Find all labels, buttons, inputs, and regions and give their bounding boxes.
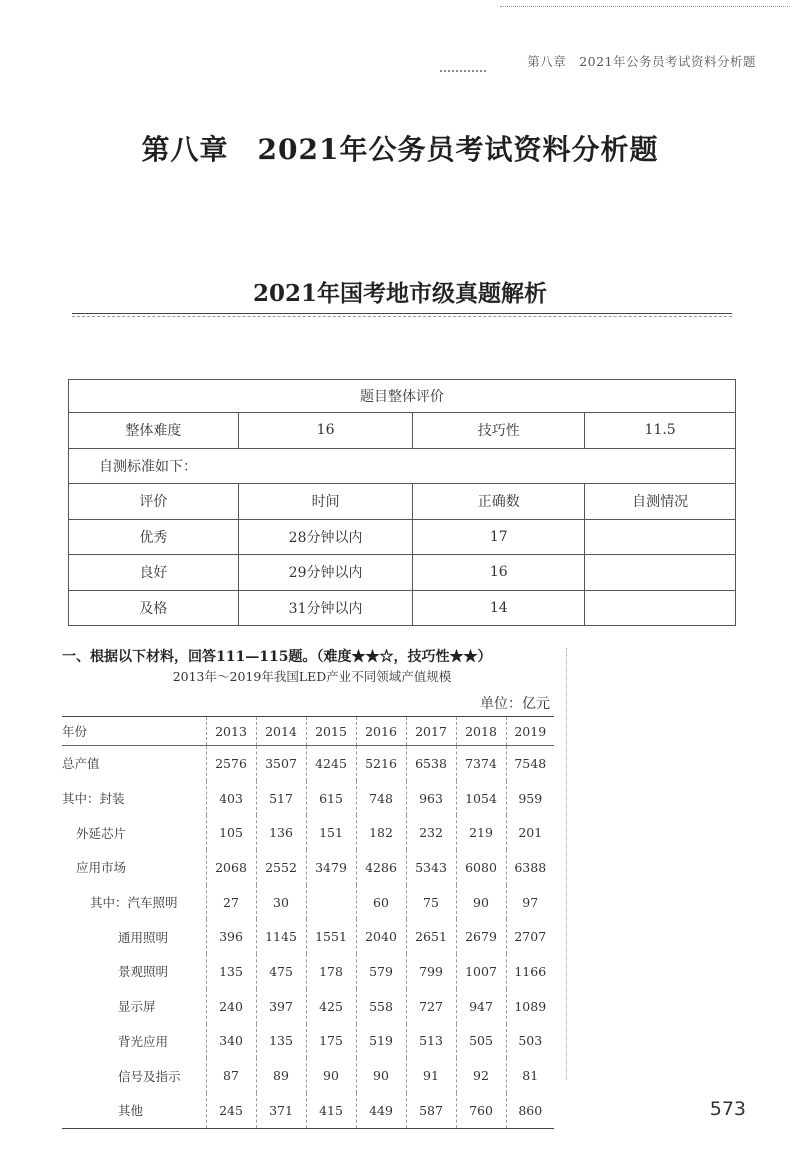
value-cell: 6538 bbox=[406, 746, 456, 781]
chapter-title: 第八章 2021年公务员考试资料分析题 bbox=[141, 133, 659, 166]
value-cell: 860 bbox=[506, 1093, 554, 1128]
value-cell: 1551 bbox=[306, 919, 356, 954]
value-cell bbox=[306, 885, 356, 920]
value-cell: 2576 bbox=[206, 746, 256, 781]
value-cell: 615 bbox=[306, 781, 356, 816]
value-cell: 97 bbox=[506, 885, 554, 920]
value-cell: 87 bbox=[206, 1058, 256, 1093]
section-rule-dashed bbox=[72, 316, 732, 317]
year-cell: 2014 bbox=[256, 717, 306, 746]
time-cell: 31分钟以内 bbox=[238, 590, 413, 626]
value-cell: 403 bbox=[206, 781, 256, 816]
value-cell: 397 bbox=[256, 989, 306, 1024]
time-cell: 28分钟以内 bbox=[238, 519, 413, 555]
column-header: 正确数 bbox=[413, 484, 585, 520]
value-cell: 2068 bbox=[206, 850, 256, 885]
value-cell: 3479 bbox=[306, 850, 356, 885]
value-cell: 558 bbox=[356, 989, 406, 1024]
row-label: 总产值 bbox=[62, 756, 100, 772]
year-cell: 2015 bbox=[306, 717, 356, 746]
value-cell: 1007 bbox=[456, 954, 506, 989]
rating-cell: 优秀 bbox=[69, 519, 239, 555]
year-header-row bbox=[62, 717, 554, 746]
question-intro: 一、根据以下材料，回答111—115题。（难度★★☆，技巧性★★） bbox=[62, 649, 492, 665]
skill-value: 11.5 bbox=[585, 413, 736, 449]
scan-edge-dots bbox=[566, 648, 567, 1080]
value-cell: 579 bbox=[356, 954, 406, 989]
value-cell: 959 bbox=[506, 781, 554, 816]
time-cell: 29分钟以内 bbox=[238, 555, 413, 591]
table-row bbox=[62, 1024, 554, 1059]
running-head: 第八章 2021年公务员考试资料分析题 bbox=[527, 54, 756, 69]
value-cell: 1145 bbox=[256, 919, 306, 954]
value-cell: 232 bbox=[406, 815, 456, 850]
value-cell: 219 bbox=[456, 815, 506, 850]
difficulty-label: 整体难度 bbox=[69, 413, 239, 449]
table-row bbox=[62, 1058, 554, 1093]
value-cell: 7374 bbox=[456, 746, 506, 781]
row-label: 应用市场 bbox=[76, 860, 127, 876]
value-cell: 947 bbox=[456, 989, 506, 1024]
page-number: 573 bbox=[709, 1098, 746, 1120]
table-row bbox=[62, 919, 554, 954]
value-cell: 2679 bbox=[456, 919, 506, 954]
value-cell: 5343 bbox=[406, 850, 456, 885]
value-cell: 6080 bbox=[456, 850, 506, 885]
section-title: 2021年国考地市级真题解析 bbox=[252, 280, 547, 307]
value-cell: 396 bbox=[206, 919, 256, 954]
value-cell: 7548 bbox=[506, 746, 554, 781]
value-cell: 748 bbox=[356, 781, 406, 816]
row-label: 背光应用 bbox=[118, 1033, 169, 1049]
unit-label: 单位：亿元 bbox=[480, 696, 550, 712]
table-row bbox=[62, 1093, 554, 1128]
value-cell: 60 bbox=[356, 885, 406, 920]
row-label: 景观照明 bbox=[118, 964, 169, 980]
section-rule bbox=[72, 313, 732, 314]
self-check-cell bbox=[585, 590, 736, 626]
value-cell: 135 bbox=[206, 954, 256, 989]
value-cell: 519 bbox=[356, 1024, 406, 1059]
led-output-table bbox=[62, 716, 554, 1129]
column-header: 自测情况 bbox=[585, 484, 736, 520]
value-cell: 245 bbox=[206, 1093, 256, 1128]
value-cell: 178 bbox=[306, 954, 356, 989]
value-cell: 201 bbox=[506, 815, 554, 850]
value-cell: 760 bbox=[456, 1093, 506, 1128]
rating-cell: 及格 bbox=[69, 590, 239, 626]
row-label: 其中：封装 bbox=[62, 791, 125, 807]
correct-cell: 14 bbox=[413, 590, 585, 626]
value-cell: 425 bbox=[306, 989, 356, 1024]
value-cell: 1166 bbox=[506, 954, 554, 989]
value-cell: 90 bbox=[306, 1058, 356, 1093]
year-cell: 2017 bbox=[406, 717, 456, 746]
row-label: 其他 bbox=[62, 1093, 206, 1128]
self-check-cell bbox=[585, 519, 736, 555]
value-cell: 2707 bbox=[506, 919, 554, 954]
year-label: 年份 bbox=[62, 717, 206, 746]
value-cell: 240 bbox=[206, 989, 256, 1024]
value-cell: 151 bbox=[306, 815, 356, 850]
row-label: 外延芯片 bbox=[76, 825, 127, 841]
table-title: 2013年～2019年我国LED产业不同领域产值规模 bbox=[172, 669, 452, 684]
table-row bbox=[62, 954, 554, 989]
row-label: 通用照明 bbox=[118, 929, 169, 945]
value-cell: 517 bbox=[256, 781, 306, 816]
table-row bbox=[62, 989, 554, 1024]
correct-cell: 17 bbox=[413, 519, 585, 555]
table-row bbox=[62, 815, 554, 850]
value-cell: 81 bbox=[506, 1058, 554, 1093]
value-cell: 135 bbox=[256, 1024, 306, 1059]
value-cell: 503 bbox=[506, 1024, 554, 1059]
value-cell: 727 bbox=[406, 989, 456, 1024]
value-cell: 963 bbox=[406, 781, 456, 816]
rating-cell: 良好 bbox=[69, 555, 239, 591]
value-cell: 340 bbox=[206, 1024, 256, 1059]
row-label: 显示屏 bbox=[118, 999, 156, 1015]
value-cell: 2552 bbox=[256, 850, 306, 885]
value-cell: 475 bbox=[256, 954, 306, 989]
value-cell: 587 bbox=[406, 1093, 456, 1128]
evaluation-table bbox=[68, 379, 736, 626]
value-cell: 89 bbox=[256, 1058, 306, 1093]
table-row bbox=[69, 555, 736, 591]
value-cell: 75 bbox=[406, 885, 456, 920]
value-cell: 5216 bbox=[356, 746, 406, 781]
year-cell: 2016 bbox=[356, 717, 406, 746]
value-cell: 4286 bbox=[356, 850, 406, 885]
value-cell: 91 bbox=[406, 1058, 456, 1093]
value-cell: 105 bbox=[206, 815, 256, 850]
row-label: 信号及指示 bbox=[118, 1068, 181, 1084]
value-cell: 136 bbox=[256, 815, 306, 850]
evaluation-header: 题目整体评价 bbox=[69, 380, 736, 413]
table-row bbox=[62, 850, 554, 885]
standard-label: 自测标准如下： bbox=[69, 448, 736, 484]
value-cell: 182 bbox=[356, 815, 406, 850]
correct-cell: 16 bbox=[413, 555, 585, 591]
value-cell: 90 bbox=[456, 885, 506, 920]
year-cell: 2018 bbox=[456, 717, 506, 746]
value-cell: 30 bbox=[256, 885, 306, 920]
value-cell: 1089 bbox=[506, 989, 554, 1024]
table-row bbox=[62, 781, 554, 816]
top-edge-dots bbox=[500, 6, 790, 7]
value-cell: 3507 bbox=[256, 746, 306, 781]
difficulty-value: 16 bbox=[238, 413, 413, 449]
value-cell: 513 bbox=[406, 1024, 456, 1059]
year-cell: 2013 bbox=[206, 717, 256, 746]
table-row bbox=[69, 590, 736, 626]
value-cell: 505 bbox=[456, 1024, 506, 1059]
table-row bbox=[62, 885, 554, 920]
table-row bbox=[62, 746, 554, 781]
self-check-cell bbox=[585, 555, 736, 591]
value-cell: 27 bbox=[206, 885, 256, 920]
value-cell: 6388 bbox=[506, 850, 554, 885]
value-cell: 449 bbox=[356, 1093, 406, 1128]
column-header: 时间 bbox=[238, 484, 413, 520]
value-cell: 415 bbox=[306, 1093, 356, 1128]
running-head-dots bbox=[440, 70, 486, 72]
value-cell: 4245 bbox=[306, 746, 356, 781]
year-cell: 2019 bbox=[506, 717, 554, 746]
table-row bbox=[69, 519, 736, 555]
value-cell: 1054 bbox=[456, 781, 506, 816]
value-cell: 2651 bbox=[406, 919, 456, 954]
column-header: 评价 bbox=[69, 484, 239, 520]
value-cell: 92 bbox=[456, 1058, 506, 1093]
value-cell: 175 bbox=[306, 1024, 356, 1059]
value-cell: 371 bbox=[256, 1093, 306, 1128]
row-label: 其中：汽车照明 bbox=[90, 895, 178, 911]
value-cell: 90 bbox=[356, 1058, 406, 1093]
value-cell: 799 bbox=[406, 954, 456, 989]
skill-label: 技巧性 bbox=[413, 413, 585, 449]
value-cell: 2040 bbox=[356, 919, 406, 954]
